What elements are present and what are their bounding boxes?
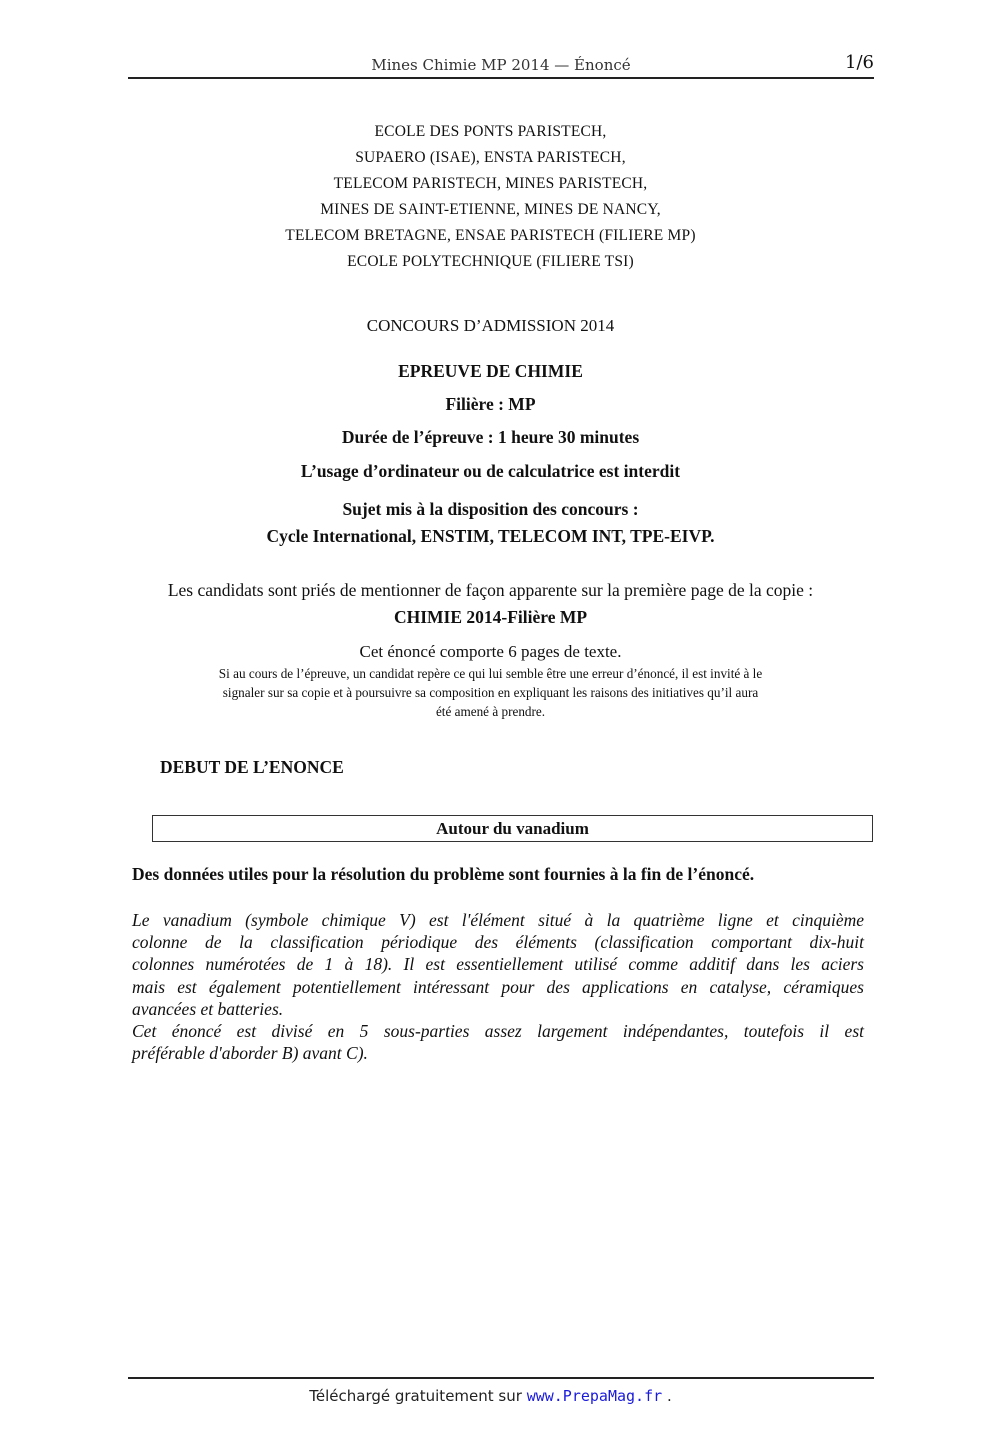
intro-paragraph-1 xyxy=(132,909,864,1020)
school-line: ECOLE POLYTECHNIQUE (FILIERE TSI) xyxy=(347,253,634,270)
epreuve-filiere: Filière : MP xyxy=(445,394,536,414)
paragraph-line: Le vanadium (symbole chimique V) est l'élément situé à la quatrième ligne et cinquième xyxy=(132,910,864,930)
error-note-line: été amené à prendre. xyxy=(435,704,546,719)
section-title-box: Autour du vanadium xyxy=(152,815,873,842)
header-title: Mines Chimie MP 2014 — Énoncé xyxy=(371,56,631,74)
footer-end: . xyxy=(666,1387,672,1405)
schools-list xyxy=(0,119,981,275)
epreuve-duree: Durée de l’épreuve : 1 heure 30 minutes xyxy=(341,427,640,447)
debut-heading: DEBUT DE L’ENONCE xyxy=(160,757,344,777)
paragraph-line: préférable d'aborder B) avant C). xyxy=(132,1043,368,1064)
paragraph-line: colonne de la classification périodique des éléments (classification comportant dix-huit xyxy=(132,932,864,953)
school-line: SUPAERO (ISAE), ENSTA PARISTECH, xyxy=(355,149,626,166)
footer-link[interactable]: www.PrepaMag.fr xyxy=(526,1387,663,1405)
sujet-line-2: Cycle International, ENSTIM, TELECOM INT, TPE-EIVP. xyxy=(266,526,715,546)
copy-heading: CHIMIE 2014-Filière MP xyxy=(393,607,588,627)
school-line: ECOLE DES PONTS PARISTECH, xyxy=(374,123,607,140)
epreuve-usage: L’usage d’ordinateur ou de calculatrice est interdit xyxy=(300,461,681,481)
candidats-instruction: Les candidats sont priés de mentionner de façon apparente sur la première page de la copie : xyxy=(167,580,814,600)
concours-title: CONCOURS D’ADMISSION 2014 xyxy=(366,316,615,335)
intro-paragraph-2 xyxy=(132,1020,864,1064)
school-line: MINES DE SAINT-ETIENNE, MINES DE NANCY, xyxy=(320,201,661,218)
paragraph-line: Cet énoncé est divisé en 5 sous-parties assez largement indépendantes, toutefois il est xyxy=(132,1021,864,1041)
error-note xyxy=(0,664,981,721)
paragraph-line: mais est également potentiellement intéressant pour des applications en catalyse, céramiques xyxy=(132,976,864,997)
page-header xyxy=(128,52,874,79)
epreuve-title: EPREUVE DE CHIMIE xyxy=(398,361,583,381)
school-line: TELECOM PARISTECH, MINES PARISTECH, xyxy=(333,175,648,192)
page-number: 1/6 xyxy=(845,52,874,73)
page-count-note: Cet énoncé comporte 6 pages de texte. xyxy=(359,642,622,661)
paragraph-line: avancées et batteries. xyxy=(132,998,284,1019)
school-line: TELECOM BRETAGNE, ENSAE PARISTECH (FILIERE MP) xyxy=(285,227,696,244)
page-footer xyxy=(0,1387,981,1405)
donnees-note: Des données utiles pour la résolution du problème sont fournies à la fin de l’énoncé. xyxy=(132,864,755,884)
error-note-line: signaler sur sa copie et à poursuivre sa composition en expliquant les raisons des initiatives qu’il aura xyxy=(222,685,759,700)
error-note-line: Si au cours de l’épreuve, un candidat repère ce qui lui semble être une erreur d’énoncé, il est invité à le xyxy=(218,666,763,681)
paragraph-line: colonnes numérotées de 1 à 18). Il est essentiellement utilisé comme additif dans les aciers xyxy=(132,954,864,975)
footer-text: Téléchargé gratuitement sur xyxy=(309,1387,522,1405)
sujet-line-1: Sujet mis à la disposition des concours : xyxy=(342,499,639,519)
footer-divider xyxy=(128,1377,874,1379)
